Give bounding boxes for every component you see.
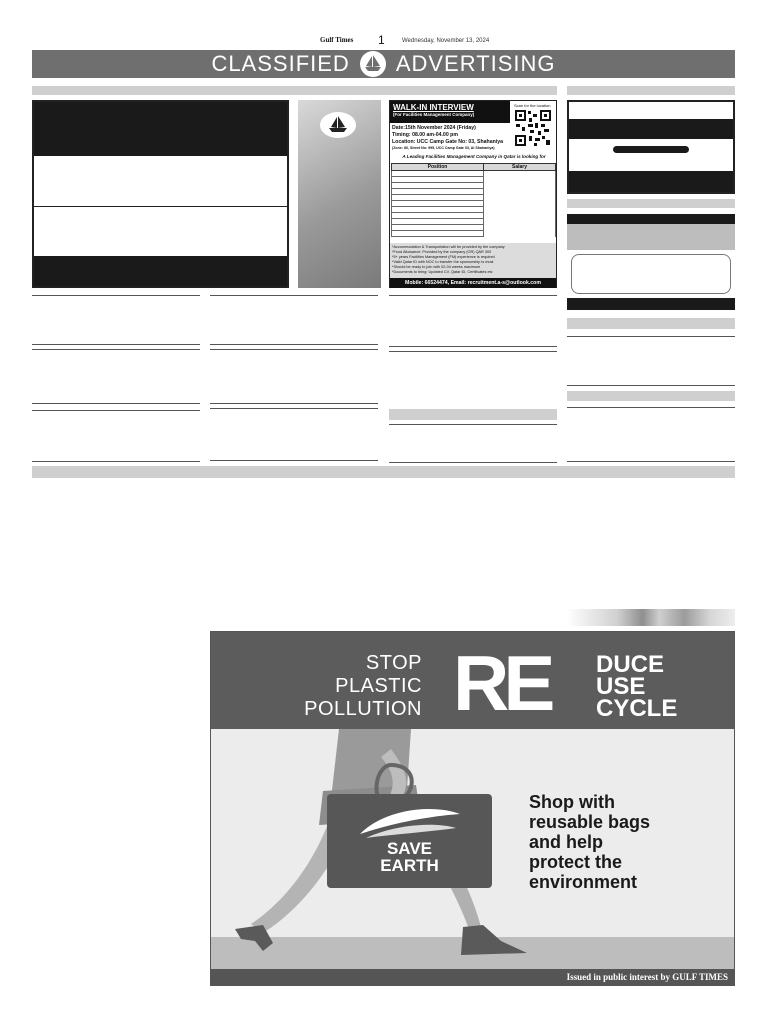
walkin-notes: [390, 243, 556, 279]
divider: [210, 344, 378, 345]
right-ad-2-header: [567, 224, 735, 250]
divider: [210, 295, 378, 296]
message-line: protect the: [529, 852, 623, 872]
column-band: [567, 318, 735, 329]
walkin-location: Location: UCC Camp Gate No: 03, Shahaniya: [392, 139, 503, 145]
divider: [32, 461, 200, 462]
note-item: *5+ years Facilities Management (FM) experience is required: [392, 255, 495, 259]
divider: [32, 410, 200, 411]
leaf-icon: [356, 804, 464, 840]
gradient-panel: [298, 100, 381, 288]
stop-line: PLASTIC: [335, 675, 422, 697]
column-header-band: [32, 86, 557, 95]
ad-box-bottom: [34, 256, 287, 286]
poster-message: [529, 792, 650, 892]
ad-box-top: [34, 102, 287, 156]
message-line: reusable bags: [529, 812, 651, 832]
bag-line: SAVE: [386, 839, 433, 858]
divider: [32, 344, 200, 345]
section-banner: [32, 50, 735, 78]
walkin-looking-for: A Leading Facilities Management Company in Qatar is looking for: [402, 154, 546, 159]
section-title-right: ADVERTISING: [395, 51, 556, 76]
re-word: USE: [596, 673, 646, 700]
positions-table: [391, 163, 556, 237]
walkin-date: Date:15th November 2024 (Friday): [392, 125, 476, 131]
qr-code-icon[interactable]: [514, 109, 552, 147]
masthead: Gulf Times: [320, 36, 354, 44]
walkin-header: [390, 101, 510, 123]
decorative-strip: [567, 609, 735, 626]
right-ad-2-foot: [567, 298, 735, 308]
bag-line: EARTH: [380, 856, 439, 875]
table-header-salary: Salary: [484, 164, 556, 171]
walkin-details: [392, 125, 512, 151]
message-line: Shop with: [529, 792, 615, 812]
right-ad-2-card: [571, 254, 731, 294]
divider: [210, 460, 378, 461]
divider: [567, 385, 735, 386]
walkin-location-detail: (Zone: 80, Street No: 995, UCC Camp Gate 03, Al Shahaniya): [392, 146, 495, 150]
ad-box-divider: [34, 206, 287, 207]
divider: [389, 351, 557, 352]
right-ad-band-top: [569, 119, 733, 139]
walkin-timing: Timing: 08.00 am-04.00 pm: [392, 132, 458, 138]
note-item: *Documents to bring: Updated CV, Qatar ID, Certificates etc: [392, 270, 493, 274]
poster-footer: Issued in public interest by GULF TIMES: [211, 969, 735, 986]
right-band: [567, 199, 735, 208]
poster-re-words: [596, 651, 678, 722]
divider: [32, 295, 200, 296]
re-word: CYCLE: [596, 695, 678, 722]
message-line: and help: [529, 832, 604, 852]
right-ad-2-grey: [567, 224, 735, 308]
right-ad-band-bottom: [569, 171, 733, 192]
public-interest-poster: [210, 631, 735, 986]
divider: [567, 336, 735, 337]
column-band: [389, 409, 557, 420]
note-item: *Valid Qatar ID with NOC to transfer the sponsorship is must: [392, 260, 494, 264]
walkin-subtitle: (For Facilities Management Company): [393, 112, 475, 117]
walkin-title: WALK-IN INTERVIEW: [393, 103, 474, 112]
divider: [567, 407, 735, 408]
note-item: *Food Allowance: Provided by the company (OR) QAR 300: [392, 250, 492, 254]
page-number: 1: [378, 33, 385, 47]
divider: [389, 346, 557, 347]
qr-scan-label: Scan for the location: [514, 103, 551, 108]
walkin-interview-ad: [389, 100, 557, 288]
divider: [567, 461, 735, 462]
poster-re: RE: [453, 639, 550, 727]
divider: [389, 424, 557, 425]
stop-line: STOP: [365, 652, 422, 674]
column-band: [567, 391, 735, 401]
note-item: *Accommodation & Transportation will be provided by the company: [392, 245, 505, 249]
right-ad-box: [567, 100, 735, 194]
note-item: *Should be ready to join with 02-04 weeks maximum: [392, 265, 481, 269]
page-date: Wednesday, November 13, 2024: [402, 38, 490, 44]
table-header-position: Position: [392, 164, 484, 171]
walkin-contact[interactable]: Mobile: 66524474, Email: recruitment.a-s@outlook.com: [390, 278, 556, 288]
re-word: DUCE: [596, 651, 665, 678]
message-line: environment: [529, 872, 638, 892]
save-earth-text: [327, 840, 492, 874]
section-title-left: CLASSIFIED: [211, 51, 350, 76]
divider: [210, 349, 378, 350]
dhow-logo-icon: [360, 51, 386, 77]
section-footer-band: [32, 466, 735, 478]
right-ad-pill: [613, 146, 689, 153]
divider: [210, 403, 378, 404]
column-header-band-right: [567, 86, 735, 95]
divider: [210, 408, 378, 409]
poster-stop-text: [304, 652, 422, 721]
right-ad-box-2: [567, 214, 735, 310]
divider: [389, 462, 557, 463]
stop-line: POLLUTION: [304, 698, 422, 720]
display-ad-box: [32, 100, 289, 288]
divider: [32, 403, 200, 404]
panel-logo-icon: [320, 112, 356, 138]
divider: [389, 295, 557, 296]
divider: [32, 349, 200, 350]
